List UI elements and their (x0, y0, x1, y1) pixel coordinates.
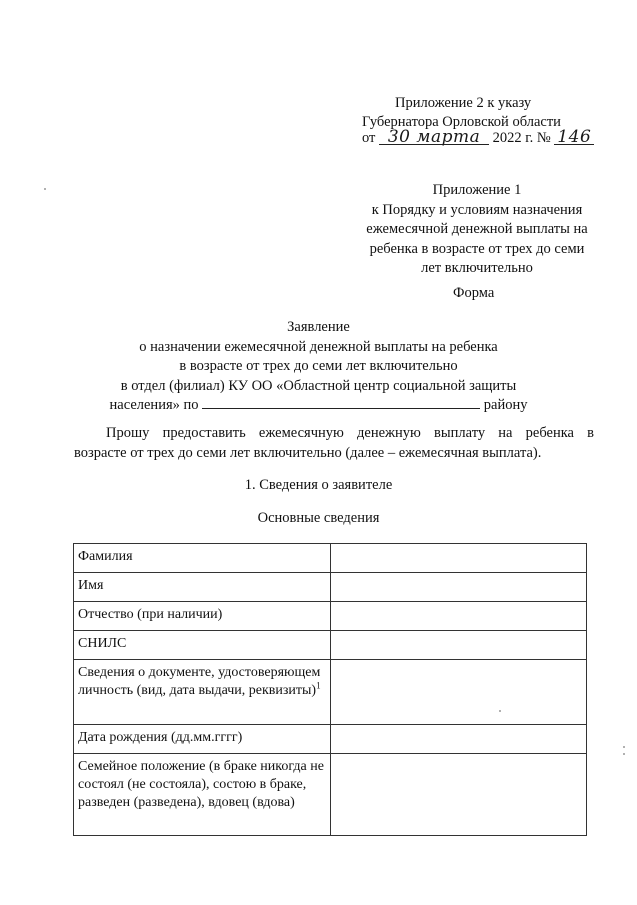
table-row (74, 544, 587, 573)
row-label-surname: Фамилия (74, 544, 331, 573)
header-date-line (362, 127, 594, 147)
scan-speck (44, 188, 46, 190)
footnote-marker: 1 (316, 680, 321, 691)
header-decree-line2: Губернатора Орловской области (362, 114, 561, 130)
row-label-birth-date: Дата рождения (дд.мм.гггг) (74, 725, 331, 754)
appendix-line4: ребенка в возрасте от трех до семи (369, 240, 585, 257)
scan-speck (499, 710, 501, 712)
table-row (74, 602, 587, 631)
title-line1: Заявление (287, 319, 350, 335)
table-row (74, 725, 587, 754)
appendix-line2: к Порядку и условиям назначения (371, 201, 583, 218)
table-row (74, 573, 587, 602)
table-row (74, 631, 587, 660)
appendix-block (362, 181, 592, 279)
appendix-line3: ежемесячной денежной выплаты на (366, 221, 588, 237)
title-line5 (0, 396, 637, 416)
request-line1: Прошу предоставить ежемесячную денежную выплату на ребенка в (106, 425, 594, 441)
applicant-info-table (73, 543, 587, 836)
title-line3: в возрасте от трех до семи лет включительно (179, 358, 458, 374)
handwritten-number: 146 (554, 130, 594, 145)
district-blank (202, 396, 480, 409)
row-value-patronymic[interactable] (331, 602, 587, 631)
row-value-name[interactable] (331, 573, 587, 602)
row-label-marital-status: Семейное положение (в браке никогда не состоял (не состояла), состою в браке, разведен (разведена), вдовец (вдова) (74, 754, 331, 836)
appendix-line1: Приложение 1 (432, 182, 522, 198)
table-row (74, 660, 587, 725)
row-label-patronymic: Отчество (при наличии) (74, 602, 331, 631)
row-label-name: Имя (74, 573, 331, 602)
request-line2: возрасте от трех до семи лет включительно (далее – ежемесячная выплата). (74, 444, 542, 461)
identity-document-label: Сведения о документе, удостоверяющем личность (вид, дата выдачи, реквизиты) (78, 665, 321, 698)
row-value-snils[interactable] (331, 631, 587, 660)
row-label-identity-document (74, 660, 331, 725)
section-title: 1. Сведения о заявителе (244, 477, 393, 493)
application-title (0, 318, 637, 416)
title-line2: о назначении ежемесячной денежной выплаты на ребенка (139, 338, 498, 355)
scan-speck (623, 746, 625, 748)
date-prefix: от (362, 130, 376, 146)
appendix-line5: лет включительно (421, 260, 533, 276)
request-paragraph (74, 424, 594, 463)
form-label: Форма (453, 285, 495, 301)
handwritten-date: 30 марта (379, 130, 489, 145)
row-label-snils: СНИЛС (74, 631, 331, 660)
row-value-surname[interactable] (331, 544, 587, 573)
subsection-title: Основные сведения (257, 510, 380, 526)
row-value-marital-status[interactable] (331, 754, 587, 836)
title-line4: в отдел (филиал) КУ ОО «Областной центр социальной защиты (120, 377, 517, 394)
header-decree-line1: Приложение 2 к указу (395, 95, 532, 111)
table-row (74, 754, 587, 836)
title-line5-end: району (483, 397, 528, 413)
date-year: 2022 г. № (492, 130, 551, 146)
scan-speck (623, 753, 625, 755)
row-value-identity-document[interactable] (331, 660, 587, 725)
row-value-birth-date[interactable] (331, 725, 587, 754)
title-line5-start: населения» по (109, 397, 199, 413)
